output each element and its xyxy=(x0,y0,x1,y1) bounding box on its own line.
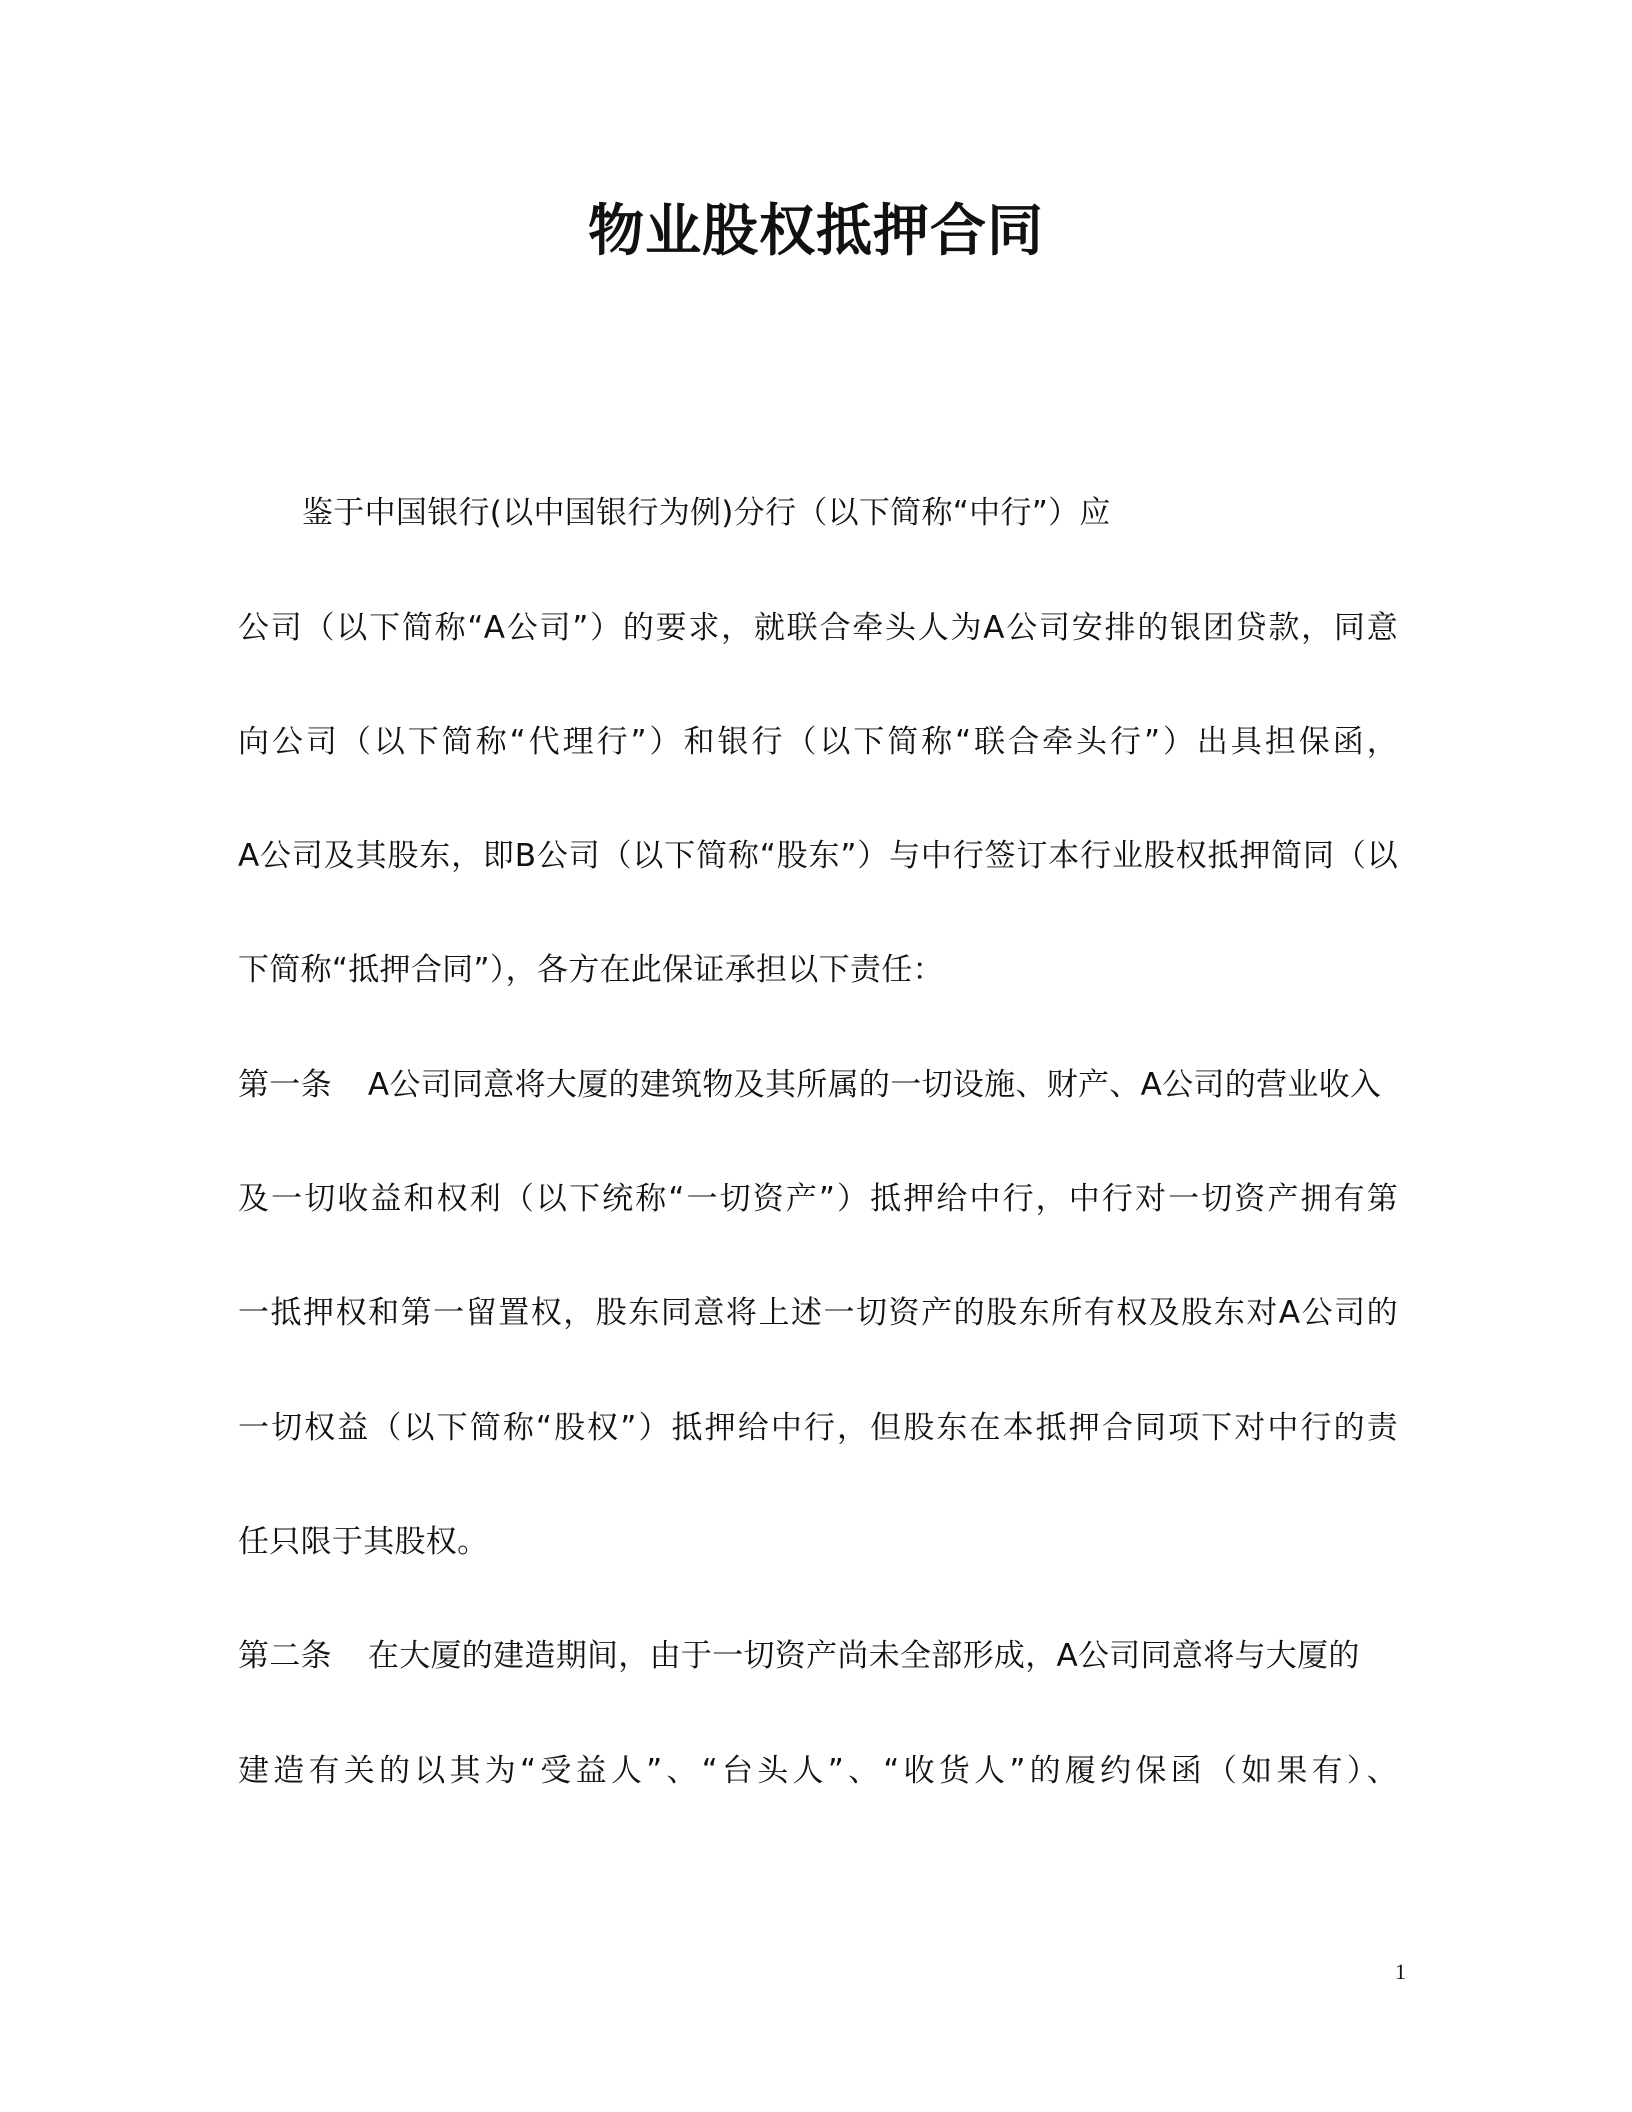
article-2-first-line xyxy=(238,1634,1398,1678)
article-1-line: 任只限于其股权。 xyxy=(238,1524,489,1560)
article-1-first-line xyxy=(238,1063,1398,1107)
article-1-text: A公司同意将大厦的建筑物及其所属的一切设施、财产、A公司的营业收入 xyxy=(367,1067,1382,1103)
article-1-label: 第一条 xyxy=(238,1067,332,1103)
paragraph-line: 下简称“抵押合同”），各方在此保证承担以下责任： xyxy=(238,952,944,988)
article-2-label: 第二条 xyxy=(238,1638,332,1674)
page-number: 1 xyxy=(1395,1959,1406,1984)
article-1-line: 一切权益（以下简称“股权”）抵押给中行，但股东在本抵押合同项下对中行的责 xyxy=(238,1410,1398,1446)
paragraph-line: 公司（以下简称“A公司”）的要求，就联合牵头人为A公司安排的银团贷款，同意 xyxy=(238,610,1398,646)
paragraph-line: 向公司（以下简称“代理行”）和银行（以下简称“联合牵头行”）出具担保函， xyxy=(238,724,1398,760)
paragraph-line: A公司及其股东，即B公司（以下简称“股东”）与中行签订本行业股权抵押简同（以 xyxy=(238,838,1398,874)
article-1-line: 及一切收益和权利（以下统称“一切资产”）抵押给中行，中行对一切资产拥有第 xyxy=(238,1181,1398,1217)
article-1-line: 一抵押权和第一留置权，股东同意将上述一切资产的股东所有权及股东对A公司的 xyxy=(238,1295,1398,1331)
document-title: 物业股权抵押合同 xyxy=(588,199,1044,264)
article-2-line: 建造有关的以其为“受益人”、“台头人”、“收货人”的履约保函（如果有）、 xyxy=(238,1753,1398,1789)
article-2-text: 在大厦的建造期间，由于一切资产尚未全部形成，A公司同意将与大厦的 xyxy=(367,1638,1360,1674)
paragraph-line: 鉴于中国银行(以中国银行为例)分行（以下简称“中行”）应 xyxy=(302,495,1111,531)
